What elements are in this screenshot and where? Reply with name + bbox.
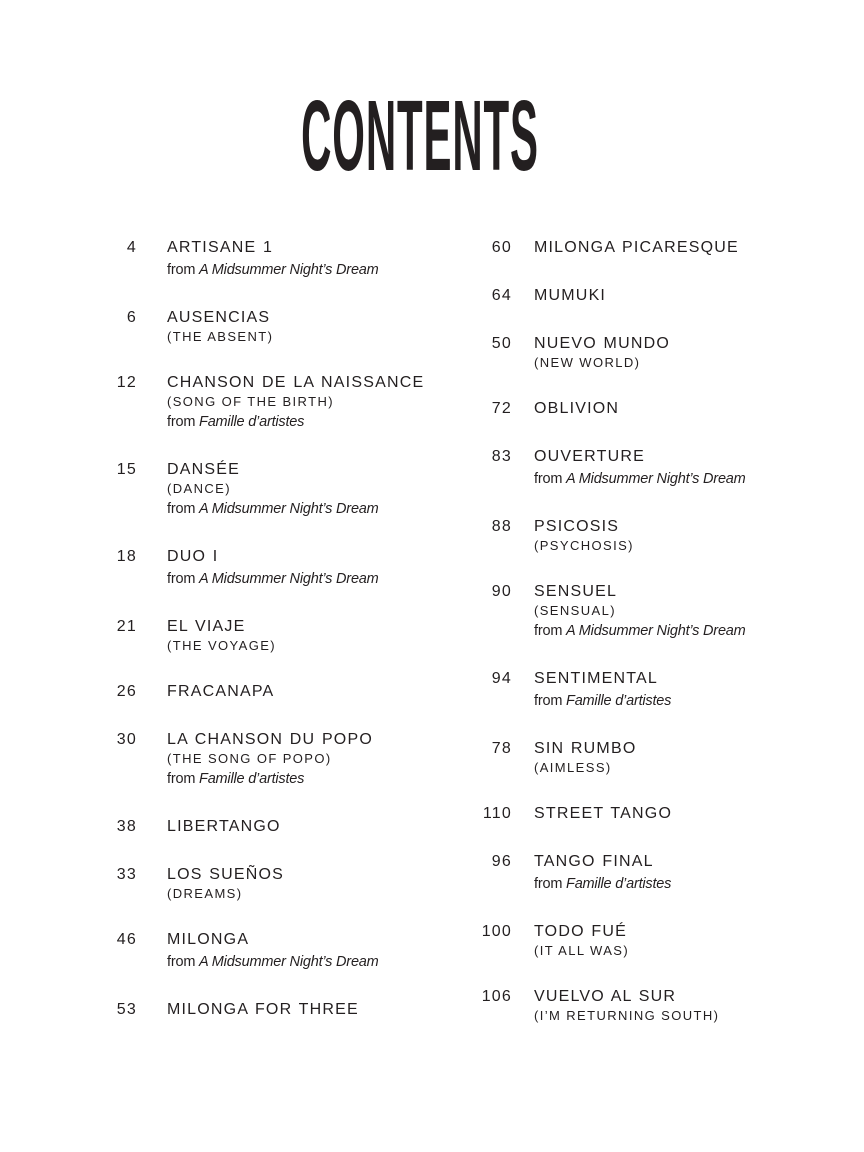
toc-entry-text bbox=[534, 237, 739, 258]
toc-entry-source bbox=[534, 874, 671, 894]
toc-entry-source-title: A Midsummer Night’s Dream bbox=[199, 501, 379, 517]
toc-entry-source-title: A Midsummer Night’s Dream bbox=[199, 954, 379, 970]
toc-entry-text bbox=[534, 516, 634, 554]
toc-entry-title: AUSENCIAS bbox=[167, 309, 271, 326]
toc-page-number: 33 bbox=[116, 866, 137, 883]
toc-entry-title: EL VIAJE bbox=[167, 618, 246, 635]
toc-entry-title: CHANSON DE LA NAISSANCE bbox=[167, 374, 425, 391]
toc-entry-text bbox=[167, 864, 284, 902]
toc-page-number: 72 bbox=[491, 400, 512, 417]
toc-page-number: 30 bbox=[116, 731, 137, 748]
toc-entry-subtitle: (THE VOYAGE) bbox=[167, 638, 277, 653]
toc-entry-title: MILONGA bbox=[167, 931, 250, 948]
toc-entry-subtitle: (SONG OF THE BIRTH) bbox=[167, 394, 334, 409]
page-title-text: CONTENTS bbox=[301, 80, 539, 192]
toc-entry-text bbox=[534, 986, 719, 1024]
toc-entry bbox=[95, 546, 445, 589]
toc-entry-title: OBLIVION bbox=[534, 400, 620, 417]
toc-entry-text bbox=[167, 459, 379, 519]
toc-entry-subtitle: (SENSUAL) bbox=[534, 603, 616, 618]
toc-entry bbox=[95, 237, 445, 280]
toc-entry-text bbox=[167, 237, 379, 280]
toc-entry bbox=[95, 729, 445, 789]
toc-entry bbox=[460, 738, 820, 776]
toc-page-number: 21 bbox=[116, 618, 137, 635]
toc-entry-text bbox=[167, 546, 379, 589]
toc-entry-text bbox=[534, 803, 672, 824]
toc-entry-title: MILONGA PICARESQUE bbox=[534, 239, 739, 256]
toc-entry-source-title: Famille d’artistes bbox=[199, 771, 305, 787]
toc-entry-subtitle: (DREAMS) bbox=[167, 886, 243, 901]
toc-entry-text bbox=[534, 738, 636, 776]
toc-page-number: 15 bbox=[116, 461, 137, 478]
toc-page-number: 88 bbox=[491, 518, 512, 535]
toc-entry-source-prefix: from bbox=[167, 954, 200, 970]
toc-entry-text bbox=[534, 333, 670, 371]
toc-entry-source-prefix: from bbox=[534, 693, 567, 709]
toc-entry-title: LOS SUEÑOS bbox=[167, 866, 285, 883]
toc-entry-source bbox=[534, 691, 671, 711]
toc-page-number: 12 bbox=[116, 374, 137, 391]
toc-entry-title: SIN RUMBO bbox=[534, 740, 637, 757]
toc-entry-title: OUVERTURE bbox=[534, 448, 645, 465]
toc-entry-subtitle: (DANCE) bbox=[167, 481, 231, 496]
toc-entry-title: SENSUEL bbox=[534, 583, 618, 600]
toc-entry-text bbox=[534, 581, 746, 641]
toc-entry-source-title: A Midsummer Night’s Dream bbox=[566, 623, 746, 639]
toc-entry-source-title: Famille d’artistes bbox=[566, 876, 672, 892]
toc-entry-source bbox=[534, 469, 746, 489]
toc-entry-title: ARTISANE 1 bbox=[167, 239, 274, 256]
toc-entry bbox=[460, 237, 820, 258]
toc-entry bbox=[95, 372, 445, 432]
toc-entry-subtitle: (PSYCHOSIS) bbox=[534, 538, 634, 553]
toc-page-number: 60 bbox=[491, 239, 512, 256]
toc-entry-source-prefix: from bbox=[534, 471, 567, 487]
toc-entry-text bbox=[534, 851, 671, 894]
toc-entry-subtitle: (AIMLESS) bbox=[534, 760, 612, 775]
toc-entry bbox=[95, 681, 445, 702]
toc-entry-text bbox=[534, 921, 629, 959]
toc-column-right bbox=[460, 237, 820, 1051]
toc-page-number: 46 bbox=[116, 931, 137, 948]
toc-entry-source-prefix: from bbox=[534, 623, 567, 639]
toc-column-left bbox=[95, 237, 445, 1047]
toc-entry bbox=[95, 459, 445, 519]
toc-entry-text bbox=[167, 999, 359, 1020]
toc-page-number: 110 bbox=[482, 805, 512, 822]
toc-entry-source bbox=[534, 621, 746, 641]
toc-entry-title: DUO I bbox=[167, 548, 219, 565]
toc-page-number: 100 bbox=[481, 923, 512, 940]
toc-page-number: 4 bbox=[126, 239, 137, 256]
toc-entry-title: MILONGA FOR THREE bbox=[167, 1001, 359, 1018]
toc-entry-title: LA CHANSON DU POPO bbox=[167, 731, 373, 748]
toc-entry-title: FRACANAPA bbox=[167, 683, 275, 700]
toc-page-number: 94 bbox=[491, 670, 512, 687]
toc-entry bbox=[95, 616, 445, 654]
page-title bbox=[0, 80, 864, 192]
toc-entry-subtitle: (THE ABSENT) bbox=[167, 329, 274, 344]
toc-page-number: 18 bbox=[116, 548, 137, 565]
toc-page-number: 26 bbox=[116, 683, 137, 700]
toc-page-number: 50 bbox=[491, 335, 512, 352]
toc-entry-text bbox=[534, 398, 619, 419]
toc-entry bbox=[460, 285, 820, 306]
toc-entry-title: SENTIMENTAL bbox=[534, 670, 659, 687]
toc-entry-title: TANGO FINAL bbox=[534, 853, 654, 870]
toc-entry-source bbox=[167, 499, 379, 519]
toc-entry-source-title: Famille d’artistes bbox=[199, 414, 305, 430]
toc-page-number: 106 bbox=[481, 988, 512, 1005]
toc-entry-title: VUELVO AL SUR bbox=[534, 988, 677, 1005]
toc-page-number: 64 bbox=[491, 287, 512, 304]
toc-entry-source bbox=[167, 769, 373, 789]
toc-entry-text bbox=[167, 372, 424, 432]
toc-entry-text bbox=[534, 668, 671, 711]
toc-entry bbox=[460, 333, 820, 371]
toc-entry bbox=[460, 851, 820, 894]
toc-entry-text bbox=[167, 729, 373, 789]
toc-entry bbox=[460, 446, 820, 489]
toc-entry-title: TODO FUÉ bbox=[534, 923, 627, 940]
toc-entry-subtitle: (IT ALL WAS) bbox=[534, 943, 630, 958]
toc-entry-title: PSICOSIS bbox=[534, 518, 620, 535]
toc-entry bbox=[460, 581, 820, 641]
toc-entry-text bbox=[167, 307, 273, 345]
toc-entry bbox=[95, 307, 445, 345]
toc-entry-title: LIBERTANGO bbox=[167, 818, 281, 835]
toc-entry-source bbox=[167, 569, 379, 589]
toc-entry bbox=[460, 986, 820, 1024]
toc-entry-source-title: A Midsummer Night’s Dream bbox=[566, 471, 746, 487]
toc-entry-subtitle: (I’M RETURNING SOUTH) bbox=[534, 1008, 720, 1023]
toc-entry-text bbox=[167, 681, 274, 702]
toc-entry-source bbox=[167, 260, 379, 280]
toc-entry-source-prefix: from bbox=[167, 771, 200, 787]
toc-entry-text bbox=[167, 616, 276, 654]
toc-entry-source-prefix: from bbox=[167, 414, 200, 430]
toc-entry-text bbox=[534, 285, 606, 306]
toc-page-number: 83 bbox=[491, 448, 512, 465]
toc-entry-source-title: Famille d’artistes bbox=[566, 693, 672, 709]
toc-entry-source-prefix: from bbox=[167, 501, 200, 517]
toc-entry bbox=[95, 999, 445, 1020]
toc-entry bbox=[95, 864, 445, 902]
toc-entry-text bbox=[534, 446, 746, 489]
toc-entry-title: DANSÉE bbox=[167, 461, 240, 478]
toc-entry-source-title: A Midsummer Night’s Dream bbox=[199, 571, 379, 587]
toc-entry-source-title: A Midsummer Night’s Dream bbox=[199, 262, 379, 278]
toc-entry bbox=[460, 668, 820, 711]
toc-entry-text bbox=[167, 929, 379, 972]
toc-entry bbox=[460, 803, 820, 824]
toc-page-number: 90 bbox=[491, 583, 512, 600]
toc-page-number: 53 bbox=[116, 1001, 137, 1018]
toc-entry bbox=[460, 398, 820, 419]
toc-entry-source-prefix: from bbox=[167, 571, 200, 587]
toc-entry-title: MUMUKI bbox=[534, 287, 607, 304]
toc-entry-subtitle: (NEW WORLD) bbox=[534, 355, 641, 370]
toc-entry-source-prefix: from bbox=[167, 262, 200, 278]
toc-entry bbox=[95, 929, 445, 972]
toc-entry-subtitle: (THE SONG OF POPO) bbox=[167, 751, 332, 766]
toc-entry bbox=[95, 816, 445, 837]
toc-entry bbox=[460, 516, 820, 554]
toc-entry bbox=[460, 921, 820, 959]
toc-entry-source-prefix: from bbox=[534, 876, 567, 892]
toc-page-number: 38 bbox=[116, 818, 137, 835]
toc-page-number: 96 bbox=[491, 853, 512, 870]
toc-entry-title: STREET TANGO bbox=[534, 805, 673, 822]
toc-page-number: 6 bbox=[126, 309, 137, 326]
toc-page-number: 78 bbox=[491, 740, 512, 757]
toc-entry-source bbox=[167, 412, 424, 432]
toc-entry-source bbox=[167, 952, 379, 972]
toc-entry-text bbox=[167, 816, 281, 837]
toc-entry-title: NUEVO MUNDO bbox=[534, 335, 670, 352]
